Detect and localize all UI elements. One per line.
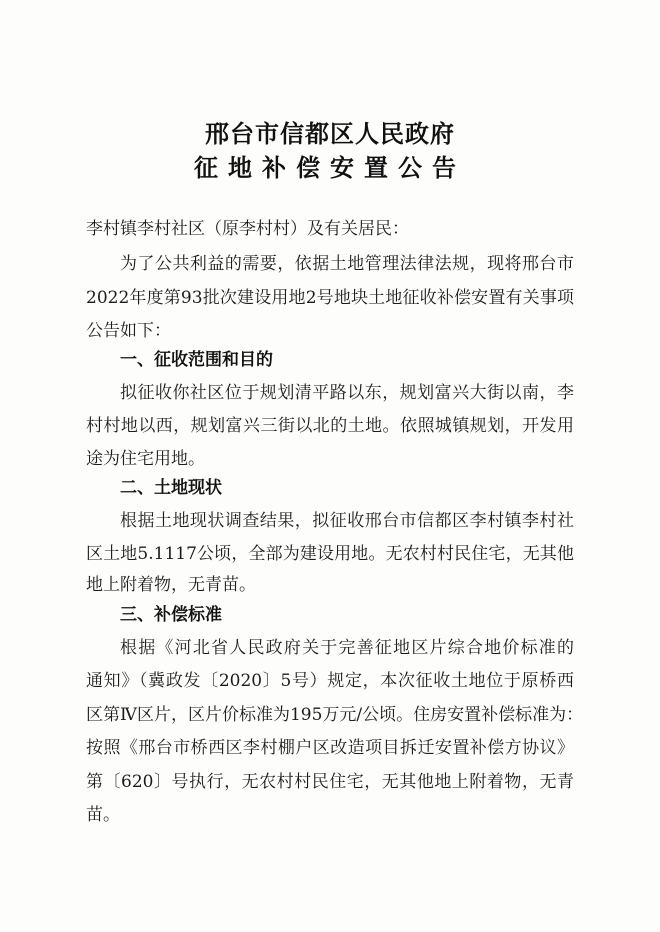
intro-line: 为了公共利益的需要，依据土地管理法律法规，现将邢台市 [120, 254, 574, 274]
document-title: 征地补偿安置公告 [194, 153, 466, 182]
body-line: 苗。 [86, 805, 120, 825]
body-line: 途为住宅用地。 [86, 449, 205, 469]
body-line: 拟征收你社区位于规划清平路以东，规划富兴大街以南，李 [120, 383, 574, 403]
issuer-title: 邢台市信都区人民政府 [205, 119, 455, 148]
body-line: 地上附着物，无青苗。 [86, 575, 256, 595]
body-line: 区土地5.1117公顷，全部为建设用地。无农村村民住宅，无其他 [86, 544, 574, 564]
section-heading: 二、土地现状 [120, 478, 222, 498]
intro-line: 公告如下： [86, 321, 171, 341]
body-line: 根据《河北省人民政府关于完善征地区片综合地价标准的 [120, 638, 574, 658]
body-line: 根据土地现状调查结果，拟征收邢台市信都区李村镇李村社 [120, 511, 574, 531]
body-line: 区第Ⅳ区片，区片价标准为195万元/公顷。住房安置补偿标准为： [86, 705, 584, 725]
body-line: 村村地以西，规划富兴三街以北的土地。依照城镇规划，开发用 [86, 416, 574, 436]
section-heading: 三、补偿标准 [120, 605, 222, 625]
intro-line: 2022年度第93批次建设用地2号地块土地征收补偿安置有关事项 [86, 288, 574, 308]
body-line: 通知》（冀政发〔2020〕5号）规定，本次征收土地位于原桥西 [86, 671, 574, 691]
section-heading: 一、征收范围和目的 [120, 350, 273, 370]
addressee-line: 李村镇李村社区（原李村村）及有关居民： [86, 219, 409, 239]
body-line: 第〔620〕号执行，无农村村民住宅，无其他地上附着物，无青 [86, 772, 574, 792]
body-line: 按照《邢台市桥西区李村棚户区改造项目拆迁安置补偿方协议》 [86, 738, 574, 758]
